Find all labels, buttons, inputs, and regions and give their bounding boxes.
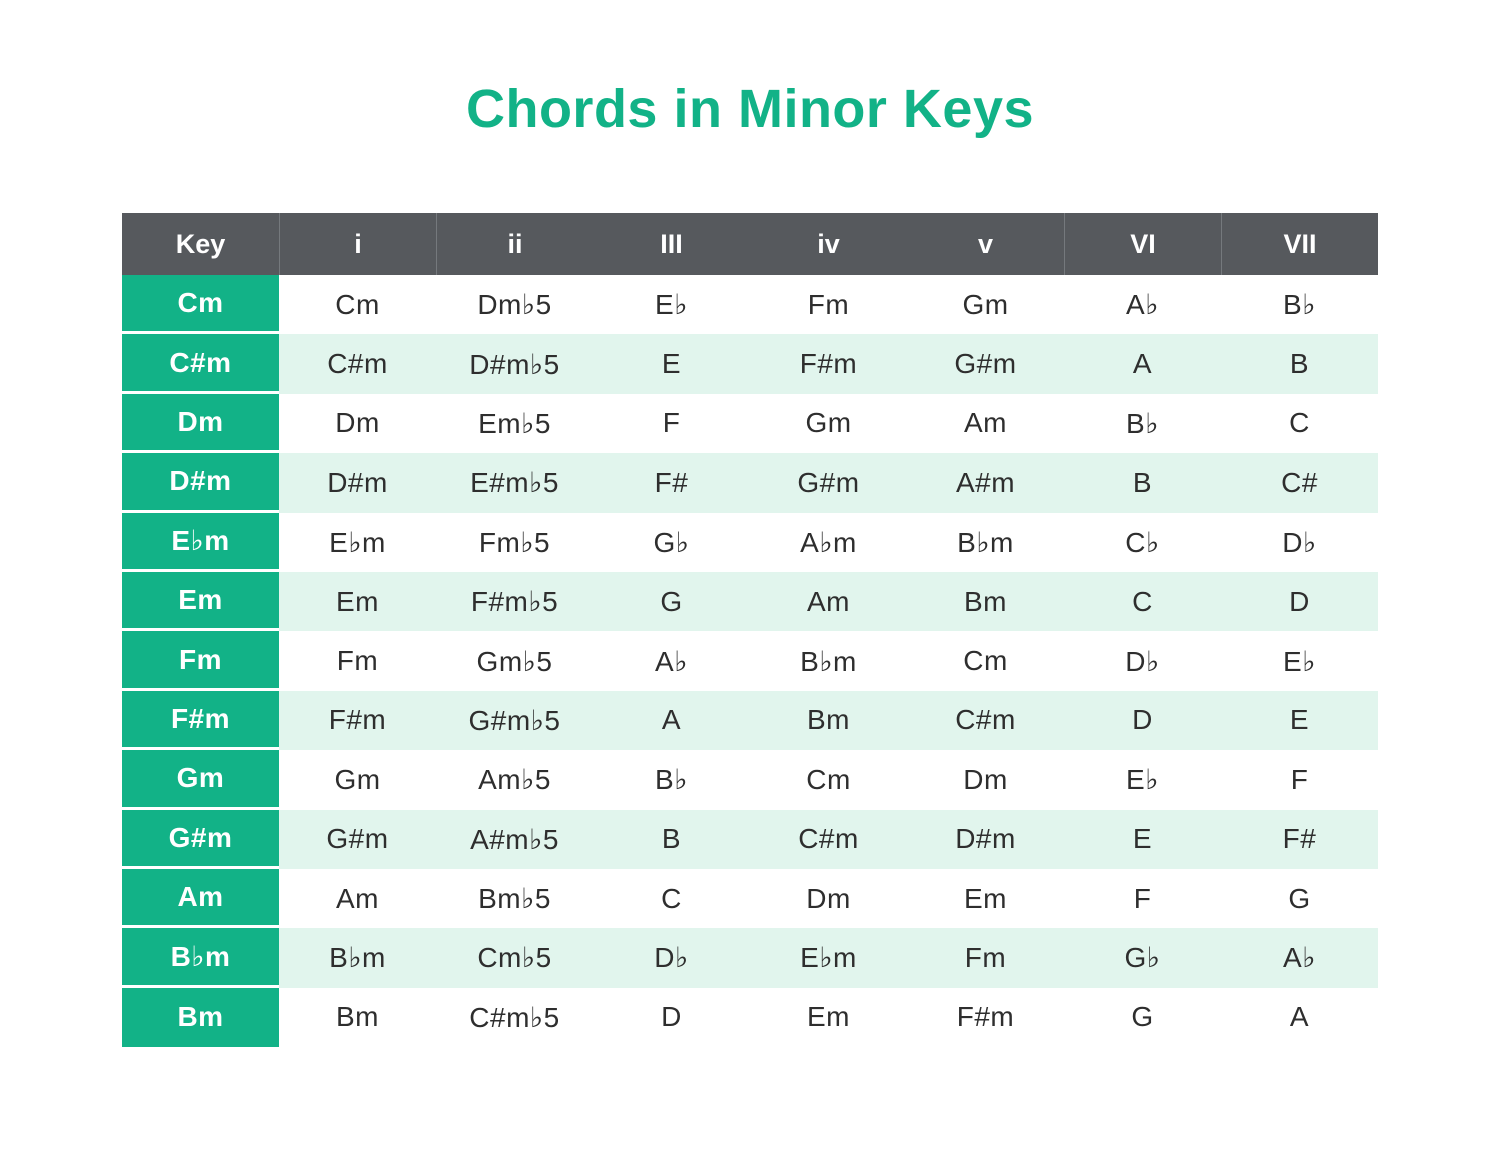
chord-cell: Dm [750,869,907,928]
chord-cell: Bm [750,691,907,750]
chord-cell: Gm♭5 [436,631,593,690]
key-cell: D#m [122,453,279,512]
chord-cell: A#m♭5 [436,810,593,869]
chord-cell: Bm [279,988,436,1047]
chord-cell: B♭ [1221,275,1378,334]
chord-cell: Cm [279,275,436,334]
table-row [122,691,1378,750]
chord-cell: E♭ [1221,631,1378,690]
chord-cell: F [1221,750,1378,809]
chord-cell: F#m [279,691,436,750]
chord-cell: Gm [750,394,907,453]
chord-cell: E♭ [593,275,750,334]
key-cell: Gm [122,750,279,809]
chord-cell: B♭ [1064,394,1221,453]
chord-cell: D♭ [1064,631,1221,690]
chord-cell: F# [1221,810,1378,869]
column-header-vii: VII [1221,213,1378,275]
chord-cell: Dm [907,750,1064,809]
chord-cell: Em [907,869,1064,928]
table-row [122,750,1378,809]
chord-cell: C#m [279,334,436,393]
key-cell: Fm [122,631,279,690]
chord-cell: A [1064,334,1221,393]
chord-cell: G [1221,869,1378,928]
table-row [122,334,1378,393]
chord-cell: G [1064,988,1221,1047]
table-row [122,453,1378,512]
chord-cell: G♭ [593,513,750,572]
table-row [122,869,1378,928]
chord-cell: Am [750,572,907,631]
key-cell: Dm [122,394,279,453]
key-cell: E♭m [122,513,279,572]
chord-cell: E♭m [750,928,907,987]
chord-cell: F [1064,869,1221,928]
chord-cell: B [1221,334,1378,393]
table-row [122,394,1378,453]
column-header-ii: ii [436,213,593,275]
chord-cell: F [593,394,750,453]
header-row [122,213,1378,275]
key-cell: Bm [122,988,279,1047]
chord-cell: G#m♭5 [436,691,593,750]
chord-cell: A♭m [750,513,907,572]
chord-cell: E [593,334,750,393]
page-title: Chords in Minor Keys [465,79,1035,139]
chord-cell: A♭ [593,631,750,690]
key-cell: Cm [122,275,279,334]
chord-cell: C♭ [1064,513,1221,572]
chord-cell: G#m [907,334,1064,393]
minor-keys-chord-table [122,213,1378,1047]
chord-cell: C#m [907,691,1064,750]
chord-cell: B♭m [907,513,1064,572]
chord-cell: F#m♭5 [436,572,593,631]
chord-cell: G#m [750,453,907,512]
chord-cell: Fm [907,928,1064,987]
chord-cell: F#m [750,334,907,393]
chord-cell: D♭ [1221,513,1378,572]
chord-cell: Cm♭5 [436,928,593,987]
chord-cell: Bm [907,572,1064,631]
chord-cell: G [593,572,750,631]
key-cell: F#m [122,691,279,750]
chord-cell: C [1221,394,1378,453]
chord-cell: Am♭5 [436,750,593,809]
chord-cell: Dm♭5 [436,275,593,334]
chord-cell: Cm [750,750,907,809]
chord-cell: E [1221,691,1378,750]
key-cell: B♭m [122,928,279,987]
table-header [122,213,1378,275]
chord-cell: A♭ [1221,928,1378,987]
chord-cell: Fm [279,631,436,690]
chord-cell: C#m [750,810,907,869]
chord-cell: Gm [907,275,1064,334]
chord-cell: C# [1221,453,1378,512]
chord-cell: Cm [907,631,1064,690]
chord-cell: E [1064,810,1221,869]
column-header-vi: VI [1064,213,1221,275]
key-cell: C#m [122,334,279,393]
table-body [122,275,1378,1047]
chord-cell: A [593,691,750,750]
chord-cell: Am [907,394,1064,453]
table-row [122,810,1378,869]
table-row [122,631,1378,690]
chord-cell: E♭ [1064,750,1221,809]
chord-cell: B♭ [593,750,750,809]
chord-cell: D#m [907,810,1064,869]
chord-cell: D [1064,691,1221,750]
column-header-i: i [279,213,436,275]
chord-cell: F#m [907,988,1064,1047]
chord-cell: Em♭5 [436,394,593,453]
chord-cell: Em [279,572,436,631]
table-row [122,572,1378,631]
chord-cell: Gm [279,750,436,809]
table-row [122,513,1378,572]
chord-cell: A♭ [1064,275,1221,334]
table-row [122,275,1378,334]
chord-cell: F# [593,453,750,512]
chord-cell: B♭m [279,928,436,987]
column-header-iii: III [593,213,750,275]
chord-cell: D#m [279,453,436,512]
table-row [122,988,1378,1047]
chord-cell: B [1064,453,1221,512]
chord-cell: E#m♭5 [436,453,593,512]
chord-cell: B♭m [750,631,907,690]
key-cell: Am [122,869,279,928]
column-header-key: Key [122,213,279,275]
key-cell: G#m [122,810,279,869]
column-header-iv: iv [750,213,907,275]
chord-cell: D [593,988,750,1047]
chord-cell: C [1064,572,1221,631]
chord-cell: Fm♭5 [436,513,593,572]
chord-cell: Bm♭5 [436,869,593,928]
chord-cell: Am [279,869,436,928]
chord-cell: E♭m [279,513,436,572]
chord-cell: Fm [750,275,907,334]
chord-cell: G♭ [1064,928,1221,987]
chord-cell: Dm [279,394,436,453]
chord-cell: B [593,810,750,869]
chord-cell: C#m♭5 [436,988,593,1047]
chord-cell: C [593,869,750,928]
chord-cell: D [1221,572,1378,631]
chord-cell: Em [750,988,907,1047]
chord-cell: G#m [279,810,436,869]
chord-cell: A#m [907,453,1064,512]
key-cell: Em [122,572,279,631]
column-header-v: v [907,213,1064,275]
chord-cell: A [1221,988,1378,1047]
table-row [122,928,1378,987]
chord-cell: D♭ [593,928,750,987]
chord-cell: D#m♭5 [436,334,593,393]
